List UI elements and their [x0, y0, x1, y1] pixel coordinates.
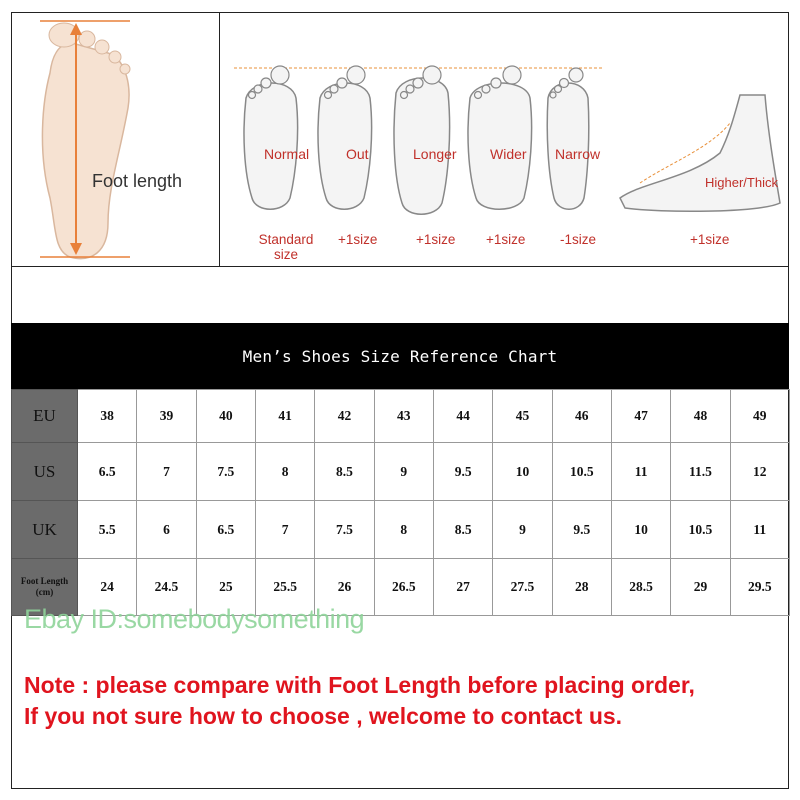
foot-types-illustration — [220, 13, 788, 266]
row-header-label: UK — [32, 519, 57, 539]
table-cell: 28.5 — [611, 559, 670, 616]
table-cell: 9.5 — [552, 501, 611, 559]
table-cell: 25.5 — [255, 559, 314, 616]
foot-type-out-label: Out — [346, 146, 369, 162]
table-cell: 44 — [433, 390, 492, 443]
row-header — [12, 443, 78, 501]
row-header-label: EU — [33, 406, 56, 425]
size-adjust-longer: +1size — [416, 232, 456, 247]
table-cell: 47 — [611, 390, 670, 443]
table-cell: 40 — [196, 390, 255, 443]
table-cell: 10 — [611, 501, 670, 559]
size-adjust-higher: +1size — [690, 232, 730, 247]
table-row — [12, 501, 790, 559]
row-header-label: Foot Length — [20, 576, 69, 586]
table-cell: 8 — [374, 501, 433, 559]
size-adjust-out: +1size — [338, 232, 378, 247]
table-cell: 8.5 — [433, 501, 492, 559]
table-cell: 29.5 — [730, 559, 789, 616]
table-row — [12, 443, 790, 501]
table-cell: 28 — [552, 559, 611, 616]
table-row — [12, 390, 790, 443]
row-header-label: US — [33, 461, 56, 481]
row-header-sublabel: (cm) — [35, 587, 54, 597]
table-cell: 8.5 — [315, 443, 374, 501]
table-cell: 6 — [137, 501, 196, 559]
foot-outline-icon — [12, 13, 220, 266]
table-cell: 45 — [493, 390, 552, 443]
table-cell: 10.5 — [552, 443, 611, 501]
table-cell: 5.5 — [78, 501, 137, 559]
foot-type-wider-label: Wider — [490, 146, 527, 162]
table-cell: 10 — [493, 443, 552, 501]
table-cell: 25 — [196, 559, 255, 616]
table-cell: 26 — [315, 559, 374, 616]
foot-guide-panel — [11, 12, 789, 267]
foot-length-diagram — [12, 13, 220, 266]
row-header — [12, 501, 78, 559]
size-table — [11, 389, 790, 616]
table-cell: 49 — [730, 390, 789, 443]
chart-title: Men’s Shoes Size Reference Chart — [11, 323, 789, 389]
size-adjust-narrow: -1size — [560, 232, 597, 247]
foot-length-label: Foot length — [92, 171, 183, 191]
table-cell: 41 — [255, 390, 314, 443]
table-cell: 27 — [433, 559, 492, 616]
foot-type-narrow-label: Narrow — [555, 146, 601, 162]
foot-type-longer-label: Longer — [413, 146, 457, 162]
table-cell: 43 — [374, 390, 433, 443]
foot-types-panel — [220, 13, 788, 266]
table-cell: 24.5 — [137, 559, 196, 616]
note-line-2: If you not sure how to choose , welcome to contact us. — [24, 703, 623, 729]
size-adjust-normal: Standard size — [258, 232, 314, 262]
table-cell: 11.5 — [671, 443, 730, 501]
table-cell: 6.5 — [196, 501, 255, 559]
note-line-1: Note : please compare with Foot Length before placing order, — [24, 672, 695, 698]
table-cell: 24 — [78, 559, 137, 616]
foot-type-normal-label: Normal — [264, 146, 310, 162]
table-cell: 12 — [730, 443, 789, 501]
table-cell: 27.5 — [493, 559, 552, 616]
table-cell: 7 — [137, 443, 196, 501]
table-cell: 11 — [730, 501, 789, 559]
table-cell: 8 — [255, 443, 314, 501]
row-header — [12, 390, 78, 443]
table-cell: 6.5 — [78, 443, 137, 501]
table-cell: 42 — [315, 390, 374, 443]
table-cell: 38 — [78, 390, 137, 443]
foot-type-higher-label: Higher/Thick — [705, 175, 778, 190]
table-cell: 7 — [255, 501, 314, 559]
table-cell: 46 — [552, 390, 611, 443]
table-cell: 29 — [671, 559, 730, 616]
table-cell: 7.5 — [315, 501, 374, 559]
table-cell: 9.5 — [433, 443, 492, 501]
table-cell: 26.5 — [374, 559, 433, 616]
table-cell: 39 — [137, 390, 196, 443]
table-cell: 7.5 — [196, 443, 255, 501]
size-adjust-wider: +1size — [486, 232, 526, 247]
table-cell: 9 — [374, 443, 433, 501]
table-cell: 11 — [611, 443, 670, 501]
table-cell: 48 — [671, 390, 730, 443]
table-cell: 9 — [493, 501, 552, 559]
watermark-text: Ebay ID:somebodysomething — [24, 604, 365, 634]
table-cell: 10.5 — [671, 501, 730, 559]
